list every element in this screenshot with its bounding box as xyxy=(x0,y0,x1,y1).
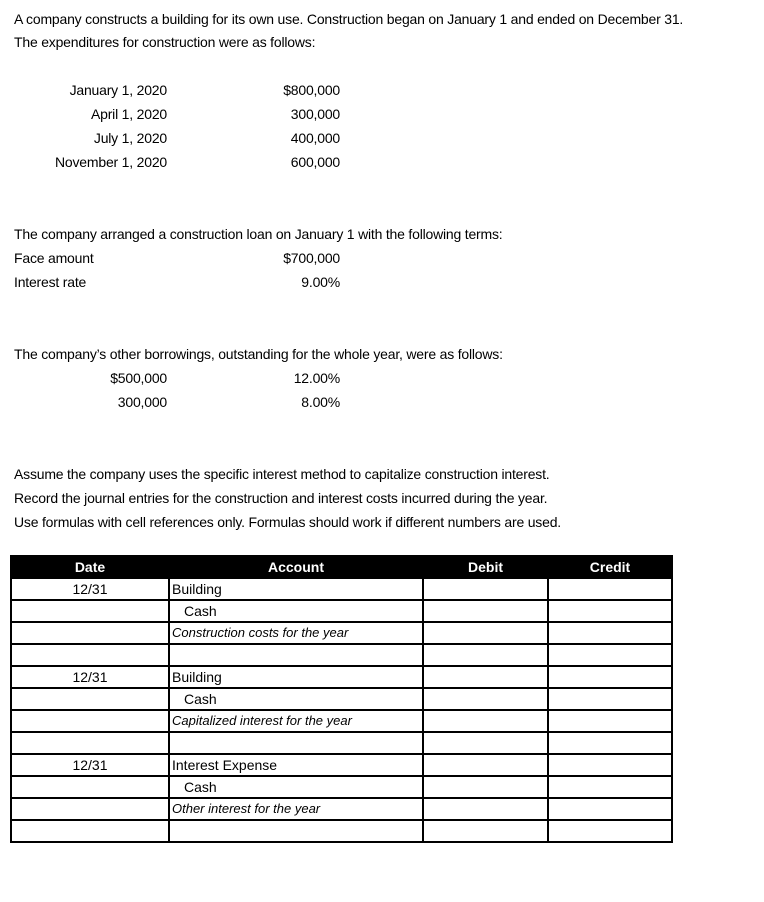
debit-account[interactable]: Building xyxy=(169,578,423,600)
credit-cell[interactable] xyxy=(548,710,672,732)
date-cell[interactable] xyxy=(11,710,169,732)
debit-cell[interactable] xyxy=(423,578,548,600)
entry-date[interactable]: 12/31 xyxy=(11,578,169,600)
expenditure-date: April 1, 2020 xyxy=(90,106,167,122)
table-row xyxy=(11,820,672,842)
journal-entry-table xyxy=(10,555,673,843)
table-row xyxy=(11,710,672,732)
debit-cell[interactable] xyxy=(423,688,548,710)
date-cell[interactable] xyxy=(11,688,169,710)
table-row xyxy=(11,578,672,600)
date-header: Date xyxy=(11,556,169,578)
expenditure-amount: $800,000 xyxy=(283,82,340,98)
credit-account[interactable]: Cash xyxy=(169,688,423,710)
date-cell[interactable] xyxy=(11,798,169,820)
debit-cell[interactable] xyxy=(423,798,548,820)
credit-cell[interactable] xyxy=(548,776,672,798)
instruction-line-2: Record the journal entries for the construction and interest costs incurred during the year. xyxy=(14,490,548,506)
expenditure-date: July 1, 2020 xyxy=(93,130,167,146)
loan-face-value: $700,000 xyxy=(283,250,340,266)
credit-account[interactable]: Cash xyxy=(169,600,423,622)
credit-cell[interactable] xyxy=(548,798,672,820)
expenditure-date: January 1, 2020 xyxy=(69,82,167,98)
debit-cell[interactable] xyxy=(423,666,548,688)
account-cell[interactable] xyxy=(169,644,423,666)
debit-account[interactable]: Building xyxy=(169,666,423,688)
debit-header: Debit xyxy=(423,556,548,578)
credit-cell[interactable] xyxy=(548,622,672,644)
expenditure-amount: 300,000 xyxy=(290,106,340,122)
loan-rate-label: Interest rate xyxy=(14,274,87,290)
table-row xyxy=(11,644,672,666)
debit-cell[interactable] xyxy=(423,600,548,622)
other-borrowing-rate: 12.00% xyxy=(293,370,340,386)
account-header: Account xyxy=(169,556,423,578)
entry-description[interactable]: Construction costs for the year xyxy=(169,622,423,644)
loan-intro: The company arranged a construction loan on January 1 with the following terms: xyxy=(14,226,503,242)
table-row xyxy=(11,754,672,776)
debit-cell[interactable] xyxy=(423,644,548,666)
account-cell[interactable] xyxy=(169,820,423,842)
instruction-line-1: Assume the company uses the specific interest method to capitalize construction interest. xyxy=(14,466,550,482)
debit-account[interactable]: Interest Expense xyxy=(169,754,423,776)
credit-cell[interactable] xyxy=(548,600,672,622)
entry-description[interactable]: Other interest for the year xyxy=(169,798,423,820)
other-borrowings-intro: The company’s other borrowings, outstanding for the whole year, were as follows: xyxy=(14,346,503,362)
header-row xyxy=(11,556,672,578)
date-cell[interactable] xyxy=(11,776,169,798)
credit-cell[interactable] xyxy=(548,666,672,688)
table-row xyxy=(11,732,672,754)
intro-line-1: A company constructs a building for its own use. Construction began on January 1 and ended on December 31. xyxy=(14,11,684,27)
other-borrowing-rate: 8.00% xyxy=(301,394,340,410)
debit-cell[interactable] xyxy=(423,622,548,644)
debit-cell[interactable] xyxy=(423,820,548,842)
credit-cell[interactable] xyxy=(548,688,672,710)
debit-cell[interactable] xyxy=(423,754,548,776)
account-cell[interactable] xyxy=(169,732,423,754)
credit-cell[interactable] xyxy=(548,578,672,600)
loan-rate-value: 9.00% xyxy=(301,274,340,290)
expenditure-amount: 400,000 xyxy=(290,130,340,146)
table-row xyxy=(11,622,672,644)
entry-date[interactable]: 12/31 xyxy=(11,754,169,776)
loan-face-label: Face amount xyxy=(14,250,94,266)
table-row xyxy=(11,688,672,710)
other-borrowing-amount: $500,000 xyxy=(110,370,167,386)
date-cell[interactable] xyxy=(11,644,169,666)
credit-header: Credit xyxy=(548,556,672,578)
expenditure-date: November 1, 2020 xyxy=(55,154,167,170)
date-cell[interactable] xyxy=(11,600,169,622)
table-row xyxy=(11,600,672,622)
credit-cell[interactable] xyxy=(548,732,672,754)
other-borrowing-amount: 300,000 xyxy=(117,394,167,410)
credit-cell[interactable] xyxy=(548,754,672,776)
table-row xyxy=(11,776,672,798)
credit-account[interactable]: Cash xyxy=(169,776,423,798)
debit-cell[interactable] xyxy=(423,710,548,732)
entry-date[interactable]: 12/31 xyxy=(11,666,169,688)
debit-cell[interactable] xyxy=(423,776,548,798)
date-cell[interactable] xyxy=(11,622,169,644)
table-row xyxy=(11,798,672,820)
expenditure-amount: 600,000 xyxy=(290,154,340,170)
date-cell[interactable] xyxy=(11,732,169,754)
credit-cell[interactable] xyxy=(548,644,672,666)
entry-description[interactable]: Capitalized interest for the year xyxy=(169,710,423,732)
table-row xyxy=(11,666,672,688)
date-cell[interactable] xyxy=(11,820,169,842)
instruction-line-3: Use formulas with cell references only. Formulas should work if different numbers are used. xyxy=(14,514,561,530)
credit-cell[interactable] xyxy=(548,820,672,842)
intro-line-2: The expenditures for construction were as follows: xyxy=(14,34,316,50)
debit-cell[interactable] xyxy=(423,732,548,754)
